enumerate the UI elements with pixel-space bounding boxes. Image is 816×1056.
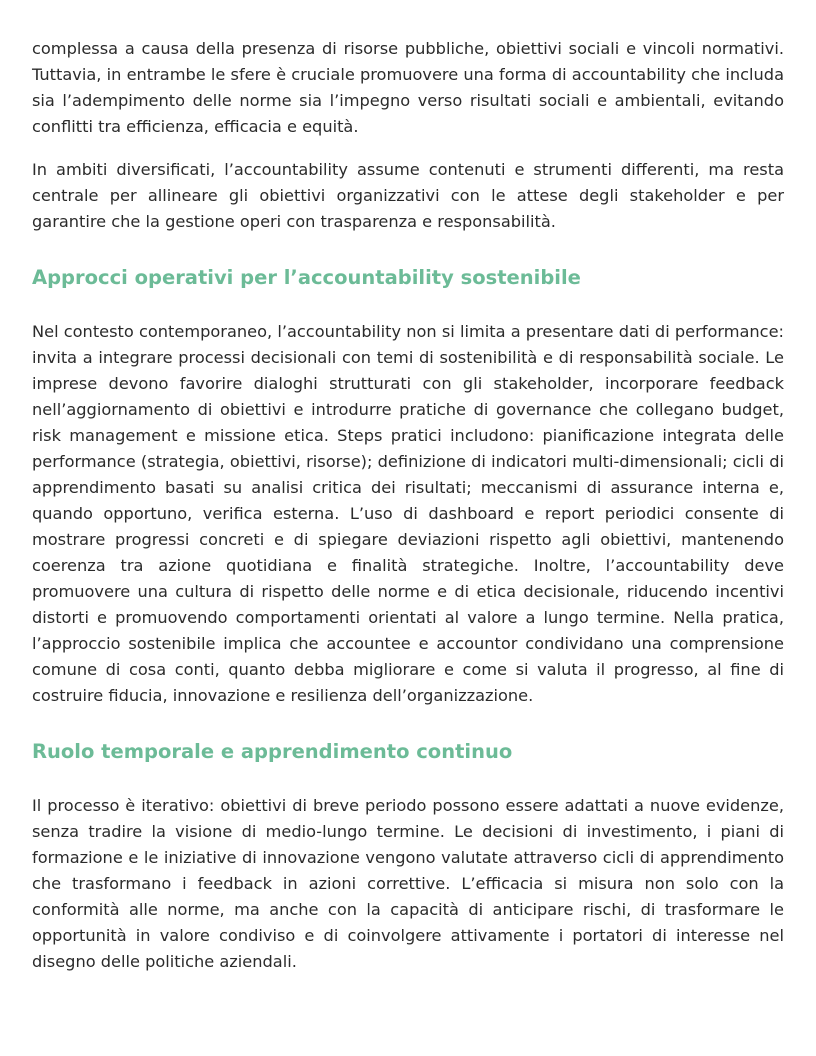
section-heading-temporal-role: Ruolo temporale e apprendimento continuo: [32, 740, 513, 763]
paragraph-intro-continuation: complessa a causa della presenza di risorse pubbliche, obiettivi sociali e vincoli normativi. Tuttavia, in entrambe le sfere è cruciale promuovere una forma di accountability che includa sia l’adempimento delle norme sia l’impegno verso risultati sociali e ambientali, evitando conflitti tra efficienza, efficacia e equità.: [32, 39, 784, 136]
paragraph-iterative-process: Il processo è iterativo: obiettivi di breve periodo possono essere adattati a nuove evidenze, senza tradire la visione di medio-lungo termine. Le decisioni di investimento, i piani di formazione e le iniziative di innovazione vengono valutate attraverso cicli di apprendimento che trasformano i feedback in azioni correttive. L’efficacia si misura non solo con la conformità alle norme, ma anche con la capacità di anticipare rischi, di trasformare le opportunità in valore condiviso e di coinvolgere attivamente i portatori di interesse nel disegno delle politiche aziendali.: [32, 796, 784, 971]
paragraph-diverse-contexts: In ambiti diversificati, l’accountability assume contenuti e strumenti differenti, ma resta centrale per allineare gli obiettivi organizzativi con le attese degli stakeholder e per garantire che la gestione operi con trasparenza e responsabilità.: [32, 160, 784, 231]
section-heading-operational-approaches: Approcci operativi per l’accountability sostenibile: [32, 266, 581, 289]
paragraph-operational-approaches: Nel contesto contemporaneo, l’accountability non si limita a presentare dati di performance: invita a integrare processi decisionali con temi di sostenibilità e di responsabilità sociale. Le imprese devono favorire dialoghi strutturati con gli stakeholder, incorporare feedback nell’aggiornamento di obiettivi e introdurre pratiche di governance che collegano budget, risk management e missione etica. Steps pratici includono: pianificazione integrata delle performance (strategia, obiettivi, risorse); definizione di indicatori multi-dimensionali; cicli di apprendimento basati su analisi critica dei risultati; meccanismi di assurance interna e, quando opportuno, verifica esterna. L’uso di dashboard e report periodici consente di mostrare progressi concreti e di spiegare deviazioni rispetto agli obiettivi, mantenendo coerenza tra azione quotidiana e finalità strategiche. Inoltre, l’accountability deve promuovere una cultura di rispetto delle norme e di etica decisionale, riducendo incentivi distorti e promuovendo comportamenti orientati al valore a lungo termine. Nella pratica, l’approccio sostenibile implica che accountee e accountor condividano una comprensione comune di cosa conti, quanto debba migliorare e come si valuta il progresso, al fine di costruire fiducia, innovazione e resilienza dell’organizzazione.: [32, 322, 784, 705]
document-page: [32, 36, 784, 975]
